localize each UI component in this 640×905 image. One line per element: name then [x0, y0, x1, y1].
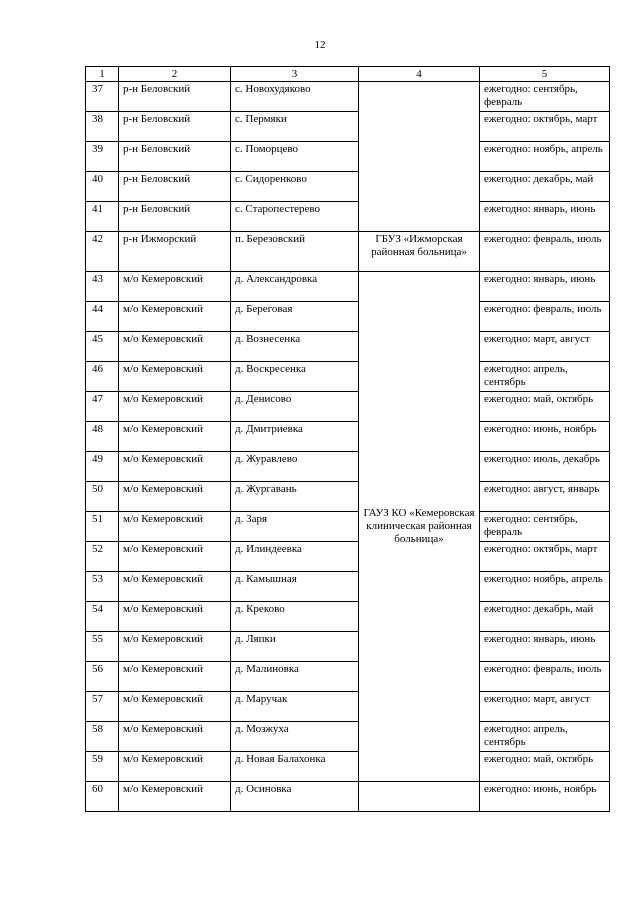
table-row: [86, 512, 610, 542]
district-cell: м/о Кемеровский: [119, 632, 231, 662]
table-row: [86, 722, 610, 752]
settlement-cell: п. Березовский: [231, 232, 359, 272]
settlement-cell: д. Креково: [231, 602, 359, 632]
table-row: [86, 572, 610, 602]
page-number: 12: [314, 39, 326, 51]
table-row: [86, 172, 610, 202]
row-number: 53: [86, 572, 119, 602]
schedule-cell: ежегодно: февраль, июль: [480, 232, 610, 272]
schedule-cell: ежегодно: июнь, ноябрь: [480, 422, 610, 452]
schedule-cell: ежегодно: сентябрь, февраль: [480, 512, 610, 542]
settlement-cell: д. Заря: [231, 512, 359, 542]
schedule-cell: ежегодно: июль, декабрь: [480, 452, 610, 482]
district-cell: м/о Кемеровский: [119, 572, 231, 602]
row-number: 52: [86, 542, 119, 572]
row-number: 44: [86, 302, 119, 332]
settlement-cell: д. Мозжуха: [231, 722, 359, 752]
settlement-cell: д. Илиндеевка: [231, 542, 359, 572]
row-number: 50: [86, 482, 119, 512]
row-number: 48: [86, 422, 119, 452]
district-cell: м/о Кемеровский: [119, 362, 231, 392]
settlement-cell: д. Вознесенка: [231, 332, 359, 362]
row-number: 42: [86, 232, 119, 272]
schedule-cell: ежегодно: декабрь, май: [480, 172, 610, 202]
header-col-4: 4: [359, 67, 480, 82]
settlement-cell: д. Дмитриевка: [231, 422, 359, 452]
row-number: 43: [86, 272, 119, 302]
org-cell-izhmorsk: ГБУЗ «Ижморская районная больница»: [359, 232, 480, 272]
table-row: [86, 202, 610, 232]
row-number: 49: [86, 452, 119, 482]
row-number: 58: [86, 722, 119, 752]
district-cell: м/о Кемеровский: [119, 722, 231, 752]
district-cell: р-н Ижморский: [119, 232, 231, 272]
schedule-cell: ежегодно: январь, июнь: [480, 632, 610, 662]
district-cell: р-н Беловский: [119, 142, 231, 172]
table-row: [86, 422, 610, 452]
schedule-cell: ежегодно: сентябрь, февраль: [480, 82, 610, 112]
district-cell: м/о Кемеровский: [119, 662, 231, 692]
settlement-cell: д. Александровка: [231, 272, 359, 302]
table-row: [86, 302, 610, 332]
district-cell: м/о Кемеровский: [119, 392, 231, 422]
district-cell: м/о Кемеровский: [119, 782, 231, 812]
header-col-5: 5: [480, 67, 610, 82]
schedule-table: [85, 66, 610, 812]
row-number: 40: [86, 172, 119, 202]
header-row: [86, 67, 610, 82]
district-cell: р-н Беловский: [119, 112, 231, 142]
settlement-cell: д. Воскресенка: [231, 362, 359, 392]
schedule-cell: ежегодно: апрель, сентябрь: [480, 362, 610, 392]
row-number: 55: [86, 632, 119, 662]
table-row: [86, 362, 610, 392]
table-row: [86, 692, 610, 722]
schedule-cell: ежегодно: январь, июнь: [480, 272, 610, 302]
row-number: 51: [86, 512, 119, 542]
settlement-cell: д. Денисово: [231, 392, 359, 422]
district-cell: м/о Кемеровский: [119, 332, 231, 362]
table-row: [86, 542, 610, 572]
row-number: 41: [86, 202, 119, 232]
settlement-cell: с. Пермяки: [231, 112, 359, 142]
district-cell: м/о Кемеровский: [119, 512, 231, 542]
table-row: [86, 332, 610, 362]
org-cell-empty: [359, 782, 480, 812]
district-cell: м/о Кемеровский: [119, 692, 231, 722]
row-number: 47: [86, 392, 119, 422]
district-cell: м/о Кемеровский: [119, 752, 231, 782]
table-row: [86, 142, 610, 172]
header-col-1: 1: [86, 67, 119, 82]
schedule-cell: ежегодно: май, октябрь: [480, 392, 610, 422]
schedule-cell: ежегодно: декабрь, май: [480, 602, 610, 632]
row-number: 45: [86, 332, 119, 362]
table-row: [86, 752, 610, 782]
schedule-cell: ежегодно: май, октябрь: [480, 752, 610, 782]
table-row: [86, 232, 610, 272]
schedule-cell: ежегодно: октябрь, март: [480, 112, 610, 142]
schedule-cell: ежегодно: апрель, сентябрь: [480, 722, 610, 752]
row-number: 39: [86, 142, 119, 172]
settlement-cell: с. Сидоренково: [231, 172, 359, 202]
district-cell: м/о Кемеровский: [119, 542, 231, 572]
header-col-3: 3: [231, 67, 359, 82]
schedule-cell: ежегодно: август, январь: [480, 482, 610, 512]
schedule-cell: ежегодно: октябрь, март: [480, 542, 610, 572]
settlement-cell: с. Поморцево: [231, 142, 359, 172]
table-row: [86, 482, 610, 512]
district-cell: м/о Кемеровский: [119, 272, 231, 302]
settlement-cell: с. Старопестерево: [231, 202, 359, 232]
settlement-cell: д. Маручак: [231, 692, 359, 722]
org-cell-kemerovo: ГАУЗ КО «Кемеровская клиническая районная больница»: [359, 272, 480, 782]
schedule-cell: ежегодно: февраль, июль: [480, 302, 610, 332]
schedule-cell: ежегодно: ноябрь, апрель: [480, 572, 610, 602]
settlement-cell: с. Новохудяково: [231, 82, 359, 112]
settlement-cell: д. Новая Балахонка: [231, 752, 359, 782]
schedule-cell: ежегодно: январь, июнь: [480, 202, 610, 232]
table-row: [86, 82, 610, 112]
district-cell: м/о Кемеровский: [119, 302, 231, 332]
header-col-2: 2: [119, 67, 231, 82]
row-number: 59: [86, 752, 119, 782]
settlement-cell: д. Камышная: [231, 572, 359, 602]
table-row: [86, 632, 610, 662]
settlement-cell: д. Береговая: [231, 302, 359, 332]
district-cell: м/о Кемеровский: [119, 452, 231, 482]
settlement-cell: д. Осиновка: [231, 782, 359, 812]
schedule-cell: ежегодно: ноябрь, апрель: [480, 142, 610, 172]
schedule-cell: ежегодно: февраль, июль: [480, 662, 610, 692]
district-cell: р-н Беловский: [119, 172, 231, 202]
district-cell: м/о Кемеровский: [119, 602, 231, 632]
table-row: [86, 392, 610, 422]
schedule-cell: ежегодно: июнь, ноябрь: [480, 782, 610, 812]
settlement-cell: д. Малиновка: [231, 662, 359, 692]
table-row: [86, 272, 610, 302]
row-number: 37: [86, 82, 119, 112]
district-cell: м/о Кемеровский: [119, 422, 231, 452]
row-number: 57: [86, 692, 119, 722]
org-cell-empty: [359, 82, 480, 232]
table-row: [86, 782, 610, 812]
district-cell: р-н Беловский: [119, 82, 231, 112]
row-number: 38: [86, 112, 119, 142]
table-row: [86, 112, 610, 142]
row-number: 54: [86, 602, 119, 632]
row-number: 56: [86, 662, 119, 692]
settlement-cell: д. Жургавань: [231, 482, 359, 512]
settlement-cell: д. Журавлево: [231, 452, 359, 482]
table-row: [86, 452, 610, 482]
row-number: 60: [86, 782, 119, 812]
district-cell: р-н Беловский: [119, 202, 231, 232]
settlement-cell: д. Ляпки: [231, 632, 359, 662]
district-cell: м/о Кемеровский: [119, 482, 231, 512]
schedule-cell: ежегодно: март, август: [480, 332, 610, 362]
schedule-cell: ежегодно: март, август: [480, 692, 610, 722]
table-row: [86, 602, 610, 632]
table-row: [86, 662, 610, 692]
row-number: 46: [86, 362, 119, 392]
